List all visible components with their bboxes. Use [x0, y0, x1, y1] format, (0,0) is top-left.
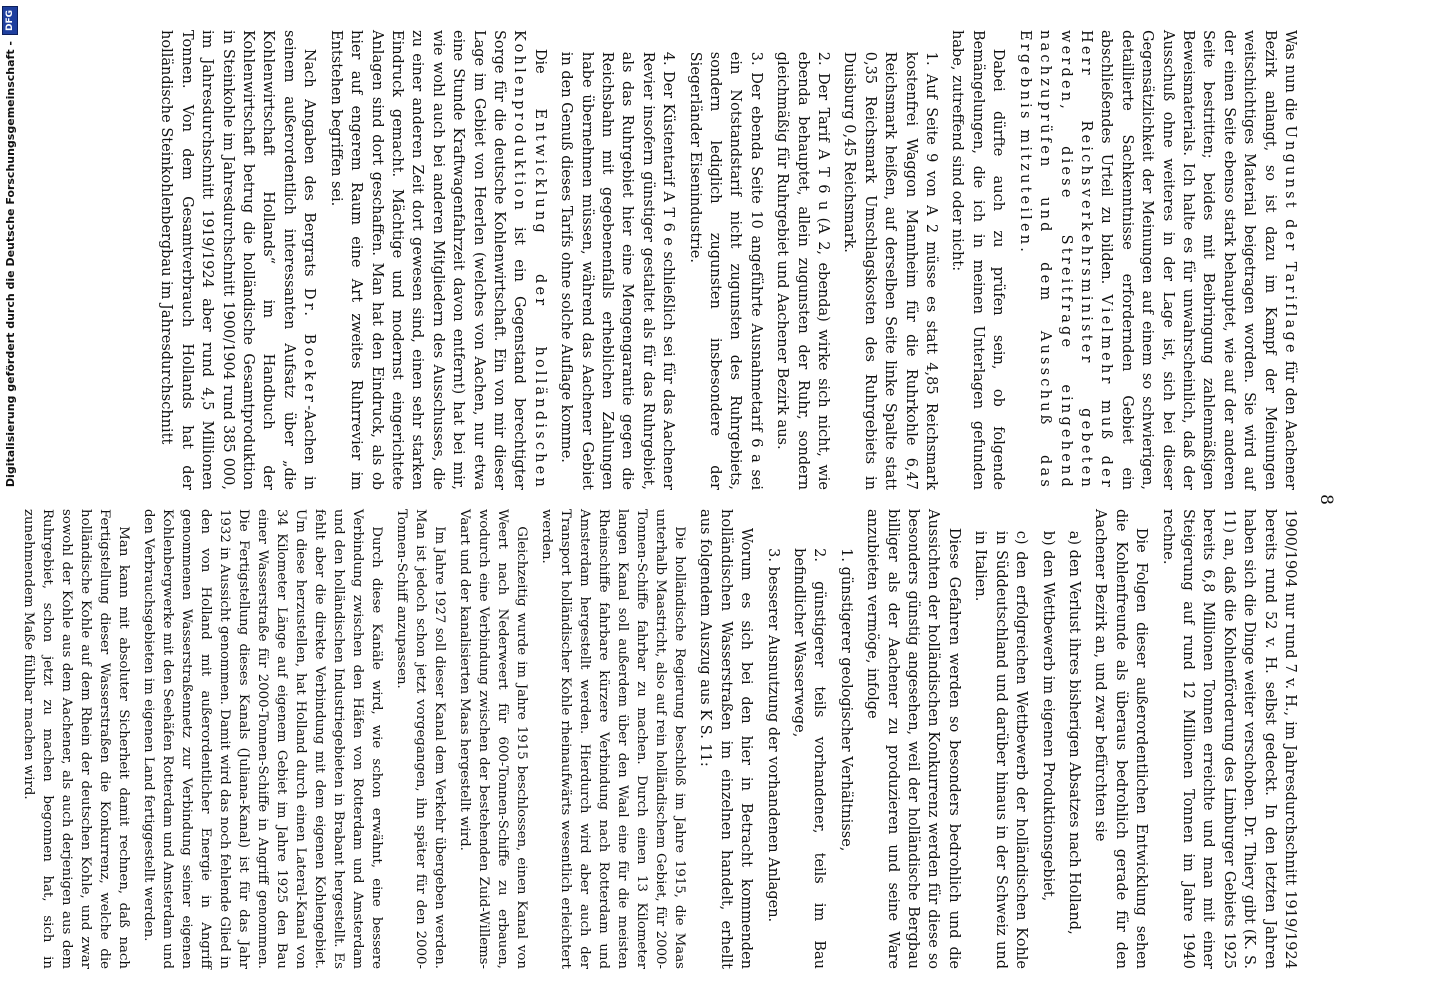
- paragraph-text: 1900/1904 nur rund 7 v. H., im Jahresdurchschnitt 1919/1924 bereits rund 52 v. H. selbst gedeckt. In den letzten Jahren haben sich die Dinge weiter verschoben. Dr. Thiery gibt (K. S. 11) an, daß die Kohlenförderung des Limburger Gebiets 1925 bereits 6,8 Millionen Tonnen erreichte und man mit einer Steigerung auf rund 12 Millionen Tonnen im Jahre 1940 rechne.: [1159, 509, 1298, 969]
- paragraph: [139, 509, 386, 969]
- paragraph: [537, 509, 689, 969]
- emphasis-text: Dr. Boeker: [301, 287, 318, 406]
- emphasis-text: Ungunst der Tariflage: [1282, 125, 1298, 356]
- paragraph-text: a) den Verlust ihres bisherigen Absatzes nach Holland,: [1065, 530, 1082, 935]
- paragraph-text: ist ein Gegenstand berechtigter Sorge für die deutsche Kohlenwirtschaft. Ein von mir dieser Lage im Gebiet von Heerlen (welches von Aachen, nur etwa eine Stunde Kraftwagenfahrzeit davon entfernt) hat bei mir, wie wohl auch bei anderen Mitgliedern des Ausschusses, die zu einer anderen Zeit dort gewesen sind, einen sehr starken Eindruck gemacht. Mächtige und modernst eingerichtete Anlagen sind dort geschaffen. Man hat den Eindruck, als ob hier auf engerem Raum eine Art zweites Ruhrrevier im Entstehen begriffen sei.: [327, 30, 528, 490]
- paragraph: [1037, 509, 1057, 969]
- text-column-left: [112, 30, 1300, 490]
- paragraph-text: Man kann mit absoluter Sicherheit damit rechnen, daß nach Fertigstellung dieser Wasserstraßen die Konkurrenz, welche die holländische Kohle auf dem Rhein der deutschen Kohle, und zwar sowohl der Kohle aus dem Aachener, als auch derjenigen aus dem Ruhrgebiet, schon jetzt zu machen begonnen hat, sich in zunehmendem Maße fühlbar machen wird.: [21, 509, 132, 969]
- paragraph: [19, 509, 133, 969]
- emphasis-text: Entwicklung der holländischen Kohlenproduktion: [511, 30, 548, 490]
- paragraph: [762, 509, 782, 969]
- paragraph-text: Die Folgen dieser außerordentlichen Entwicklung sehen die Kohlenfreunde als überaus bedrohlich gerade für den Aachener Bezirk an, und zwar befürchten sie: [1092, 509, 1150, 969]
- page-number: 8: [1316, 494, 1336, 505]
- paragraph-text: Worum es sich bei den hier in Betracht kommenden holländischen Wasserstraßen im einzelnen handelt, erhellt aus folgendem Auszug aus K S. 11:: [697, 509, 755, 969]
- paragraph: [455, 509, 531, 969]
- paragraph-text: c) den erfolgreichen Wettbewerb der holländischen Kohle in Süddeutschland und darüber hinaus in der Schweiz und in Italien.: [972, 530, 1030, 969]
- paragraph-text: Gleichzeitig wurde im Jahre 1915 beschlossen, einen Kanal von Weert nach Nederweert für 600-Tonnen-Schiffe zu erbauen, wodurch eine Verbindung zwischen der bestehenden Zuid-Willems-Vaart und der kanalisierten Maas hergestellt wird.: [457, 509, 530, 969]
- paragraph: [839, 30, 941, 490]
- paragraph-text: Dabei dürfte auch zu prüfen sein, ob folgende Bemängelungen, die ich in meinen Unterlagen gefunden habe, zutreffend sind oder nicht:: [949, 30, 1007, 490]
- page-content-rotated: [21, 12, 1340, 987]
- paragraph-text: Durch diese Kanäle wird, wie schon erwähnt, eine bessere Verbindung zwischen den Häfen von Rotterdam und Amsterdam und den holländischen Industriegebieten in Brabant hergestellt. Es fehlt aber die direkte Verbindung mit dem eigenen Kohlengebiet. Um diese herzustellen, hat Holland durch einen Lateral-Kanal von 34 Kilometer Länge auf eigenem Gebiet im Jahre 1925 den Bau einer Wasserstraße für 2000-Tonnen-Schiffe in Angriff genommen. Die Fertigstellung dieses Kanals (Juliana-Kanal) ist für das Jahr 1932 in Aussicht genommen. Damit wird das noch fehlende Glied in den von Holland mit außerordentlicher Energie in Angriff genommenen Wasserstraßennetz zur Verbindung seiner eigenen Kohlenbergwerke mit den Seehäfen Rotterdam und Amsterdam und den Verbrauchsgebieten im eigenen Land fertiggestellt werden.: [141, 509, 385, 969]
- paragraph: [684, 30, 766, 490]
- paragraph-text: -Aachen in seinem außerordentlich interessanten Aufsatz über „die Kohlenwirtschaft Hollands“ im Handbuch der Kohlenwirtschaft betrug die holländische Gesamtproduktion in Steinkohle im Jahresdurchschnitt 1900/1904 rund 385 000, im Jahresdurchschnitt 1919/1924 aber rund 4,5 Millionen Tonnen. Von dem Gesamtverbrauch Hollands hat der holländische Steinkohlenbergbau im Jahresdurchschnitt: [158, 30, 318, 491]
- paragraph: [1064, 509, 1084, 969]
- paragraph: [392, 509, 449, 969]
- paragraph-text: für den Aachener Bezirk anlangt, so ist dazu im Kampf der Meinungen weitschichtiges Material beigetragen worden. Sie wird auf der einen Seite ebenso stark behauptet, wie auf der anderen Seite bestritten; beides mit Beibringung zahlenmäßigen Beweismaterials. Ich halte es für unwahrscheinlich, daß der Ausschuß ohne weiteres in der Lage ist, sich bei dieser Gegensätzlichkeit der Meinungen auf einem so schwierigen, detaillierte Sachkenntnisse erfordernden Gebiet ein abschließendes Urteil zu bilden.: [1098, 30, 1298, 490]
- paragraph: [772, 30, 833, 490]
- paragraph: [156, 30, 319, 490]
- paragraph-text: Nach Angaben des Bergrats: [301, 48, 318, 288]
- digitization-footer: [0, 0, 20, 1000]
- paragraph: [789, 509, 830, 969]
- paragraph-text: Die holländische Regierung beschloß im Jahre 1915, die Maas unterhalb Maastricht, also auf rein holländischem Gebiet, für 2000-Tonnen-Schiffe fahrbar zu machen. Durch einen 13 Kilometer langen Kanal soll außerdem über den Waal eine für die meisten Rheinschiffe fahrbare kürzere Verbindung nach Rotterdam und Amsterdam hergestellt werden. Hierdurch wird aber auch der Transport holländischer Kohle rheinaufwärts wesentlich erleichtert werden.: [539, 509, 688, 969]
- paragraph-text: Was nun die: [1282, 30, 1298, 126]
- paragraph-text: 3. besserer Ausnutzung der vorhandenen Anlagen.: [764, 548, 781, 923]
- text-column-right: [21, 509, 1300, 969]
- paragraph: [862, 509, 964, 969]
- paragraph-text: 2. günstigerer teils vorhandener, teils im Bau befindlicher Wasserwege,: [791, 548, 828, 969]
- paragraph-text: 1. Auf Seite 9 von A 2 müsse es statt 4,85 Reichsmark kostenfrei Waggon Mannheim für die Ruhrkohle 6,47 Reichsmark heißen, auf derselben Seite linke Spalte statt 0,35 Reichsmark Umschlagskosten des Ruhrgebiets in Duisburg 0,45 Reichsmark.: [841, 51, 940, 490]
- paragraph: [947, 30, 1008, 490]
- paragraph: [1090, 509, 1151, 969]
- paragraph-text: 3. Der ebenda Seite 10 angeführte Ausnahmetarif 6 a sei ein Notstandstarif nicht zugunsten des Ruhrgebiets, sondern lediglich zugunsten insbesondere der Siegerländer Eisenindustrie.: [686, 51, 764, 490]
- paragraph: [325, 30, 549, 490]
- paragraph-text: Die: [531, 48, 548, 109]
- paragraph-text: 4. Der Küstentarif A T 6 e schließlich sei für das Aachener Revier insofern günstiger gestaltet als für das Ruhrgebiet, als das Ruhrgebiet hier eine Mengengarantie gegen die Reichsbahn mit gegebenenfalls erheblichen Zahlungen habe übernehmen müssen, während das Aachener Gebiet in den Genuß dieses Tarifs ohne solche Auflage komme.: [558, 51, 677, 490]
- footer-credit: Digitalisierung gefördert durch die Deutsche Forschungsgemeinschaft -: [3, 41, 17, 488]
- dfg-logo: DFG: [2, 6, 18, 35]
- paragraph: [556, 30, 678, 490]
- scanned-page: [21, 12, 1340, 987]
- paragraph: [835, 509, 855, 969]
- paragraph: [970, 509, 1031, 969]
- paragraph: [1157, 509, 1300, 969]
- paragraph: [1014, 30, 1300, 490]
- paragraph-text: 2. Der Tarif A T 6 u (A 2, ebenda) wirke sich nicht, wie ebenda behauptet, allein zugunsten der Ruhr, sondern gleichmäßig für Ruhrgebiet und Aachener Bezirk aus.: [774, 51, 832, 490]
- paragraph-text: 1. günstigerer geologischer Verhältnisse,: [837, 548, 854, 852]
- emphasis-text: Vielmehr muß der Herr Reichsverkehrsminister gebeten werden, diese Streitfrage eingehend nachzuprüfen und dem Ausschuß das Ergebnis mitzuteilen.: [1016, 30, 1115, 490]
- paragraph-text: Diese Gefahren werden so besonders bedrohlich und die Aussichten der holländischen Konkurrenz werden für diese so besonders günstig angesehen, weil der holländische Bergbau billiger als der Aachener zu produzieren und seine Ware anzubieten vermöge, infolge: [864, 509, 962, 969]
- paragraph-text: Im Jahre 1927 soll dieser Kanal dem Verkehr übergeben werden. Man ist jedoch schon jetzt vorgegangen, ihn später für den 2000-Tonnen-Schiff anzupassen.: [394, 509, 448, 969]
- paragraph: [695, 509, 756, 969]
- paragraph-text: b) den Wettbewerb im eigenen Produktionsgebiet,: [1039, 530, 1056, 902]
